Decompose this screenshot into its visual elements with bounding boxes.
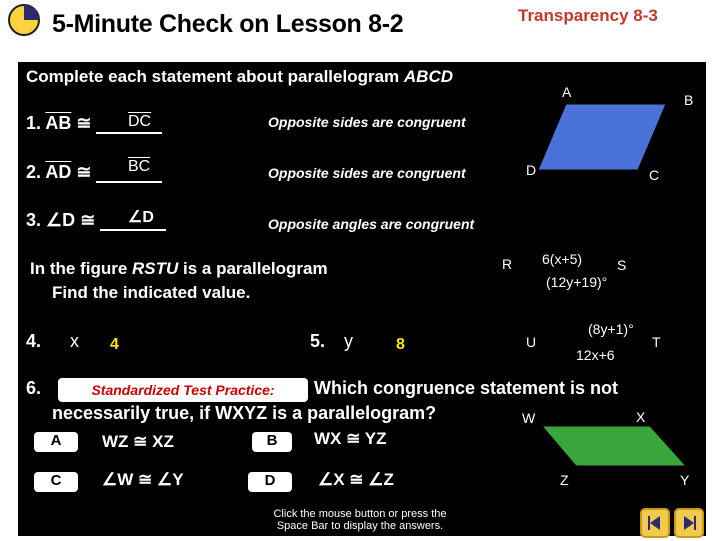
standardized-test-badge: Standardized Test Practice: [58, 378, 308, 402]
question-6-text-line1: Which congruence statement is not [314, 378, 619, 398]
forward-arrow-icon [676, 510, 702, 536]
vertex-x-label: X [636, 409, 646, 425]
intro-text-start: Complete each statement about parallelogram [26, 67, 404, 86]
footer-line1: Click the mouse button or press the [273, 508, 447, 520]
rstu-instruction-line2: Find the indicated value. [52, 283, 251, 302]
back-arrow-icon [642, 510, 668, 536]
congruent-symbol: ≅ [76, 162, 92, 182]
vertex-u-label: U [526, 334, 537, 350]
vertex-s-label: S [617, 257, 627, 273]
question-6-text-line2: necessarily true, if WXYZ is a parallelogram? [52, 403, 437, 423]
question-5-variable: y [344, 331, 353, 351]
statement-number: 2. [26, 162, 42, 182]
option-d-badge[interactable]: D [248, 472, 292, 492]
side-rs-expression: 6(x+5) [542, 251, 583, 267]
question-4-answer: 4 [110, 336, 119, 353]
slide-header [0, 0, 720, 56]
statement-segment: $\overline{AB}$ [45, 113, 72, 133]
rstu-text-end: is a parallelogram [178, 259, 328, 278]
option-a-text: WZ ≅ XZ [102, 432, 174, 451]
footer-instructions [220, 508, 500, 532]
statement-3-answer: ∠D [128, 209, 154, 226]
rstu-instruction-line1 [30, 259, 328, 279]
statement-number: 3. [26, 210, 42, 230]
option-a-badge[interactable]: A [34, 432, 78, 452]
vertex-y-label: Y [680, 472, 690, 488]
option-b-text: WX ≅ YZ [314, 429, 387, 448]
option-d-text: ∠X ≅ ∠Z [318, 470, 394, 489]
angle-t-expression: (8y+1)° [588, 321, 634, 337]
question-4-number: 4. [26, 331, 42, 351]
rstu-text-start: In the figure [30, 259, 132, 278]
side-ut-expression: 12x+6 [576, 347, 615, 363]
vertex-w-label: W [522, 410, 536, 426]
vertex-c-label: C [649, 167, 660, 183]
question-6-number: 6. [26, 378, 42, 398]
transparency-label: Transparency 8-3 [518, 6, 658, 25]
statement-1-answer: $\overline{DC}$ [128, 113, 152, 130]
vertex-r-label: R [502, 256, 513, 272]
option-c-badge[interactable]: C [34, 472, 78, 492]
next-slide-button[interactable] [674, 508, 704, 538]
previous-slide-button[interactable] [640, 508, 670, 538]
congruent-symbol: ≅ [76, 113, 92, 133]
question-5-answer: 8 [396, 336, 405, 353]
timer-clock-icon [6, 2, 42, 38]
rstu-shape-name: RSTU [132, 259, 179, 278]
option-c-text: ∠W ≅ ∠Y [102, 470, 184, 489]
option-b-badge[interactable]: B [252, 432, 292, 452]
vertex-z-label: Z [560, 472, 569, 488]
vertex-t-label: T [652, 334, 661, 350]
vertex-a-label: A [562, 84, 572, 100]
footer-line2: Space Bar to display the answers. [276, 520, 444, 532]
intro-shape-name: ABCD [403, 67, 453, 86]
page-title: 5-Minute Check on Lesson 8-2 [52, 10, 404, 38]
parallelogram-abcd-figure [520, 82, 710, 192]
statement-2-answer: $\overline{BC}$ [128, 158, 151, 175]
vertex-b-label: B [684, 92, 694, 108]
statement-3-reason: Opposite angles are congruent [268, 216, 475, 232]
statement-segment: $\overline{AD}$ [45, 162, 72, 182]
question-5-number: 5. [310, 331, 326, 351]
statement-angle: ∠D [46, 210, 76, 230]
question-4-variable: x [70, 331, 79, 351]
vertex-d-label: D [526, 162, 537, 178]
statement-number: 1. [26, 113, 42, 133]
congruent-symbol: ≅ [80, 210, 96, 230]
statement-1-reason: Opposite sides are congruent [268, 114, 466, 130]
intro-text [26, 67, 453, 87]
angle-r-expression: (12y+19)° [546, 274, 608, 290]
statement-2-reason: Opposite sides are congruent [268, 165, 466, 181]
